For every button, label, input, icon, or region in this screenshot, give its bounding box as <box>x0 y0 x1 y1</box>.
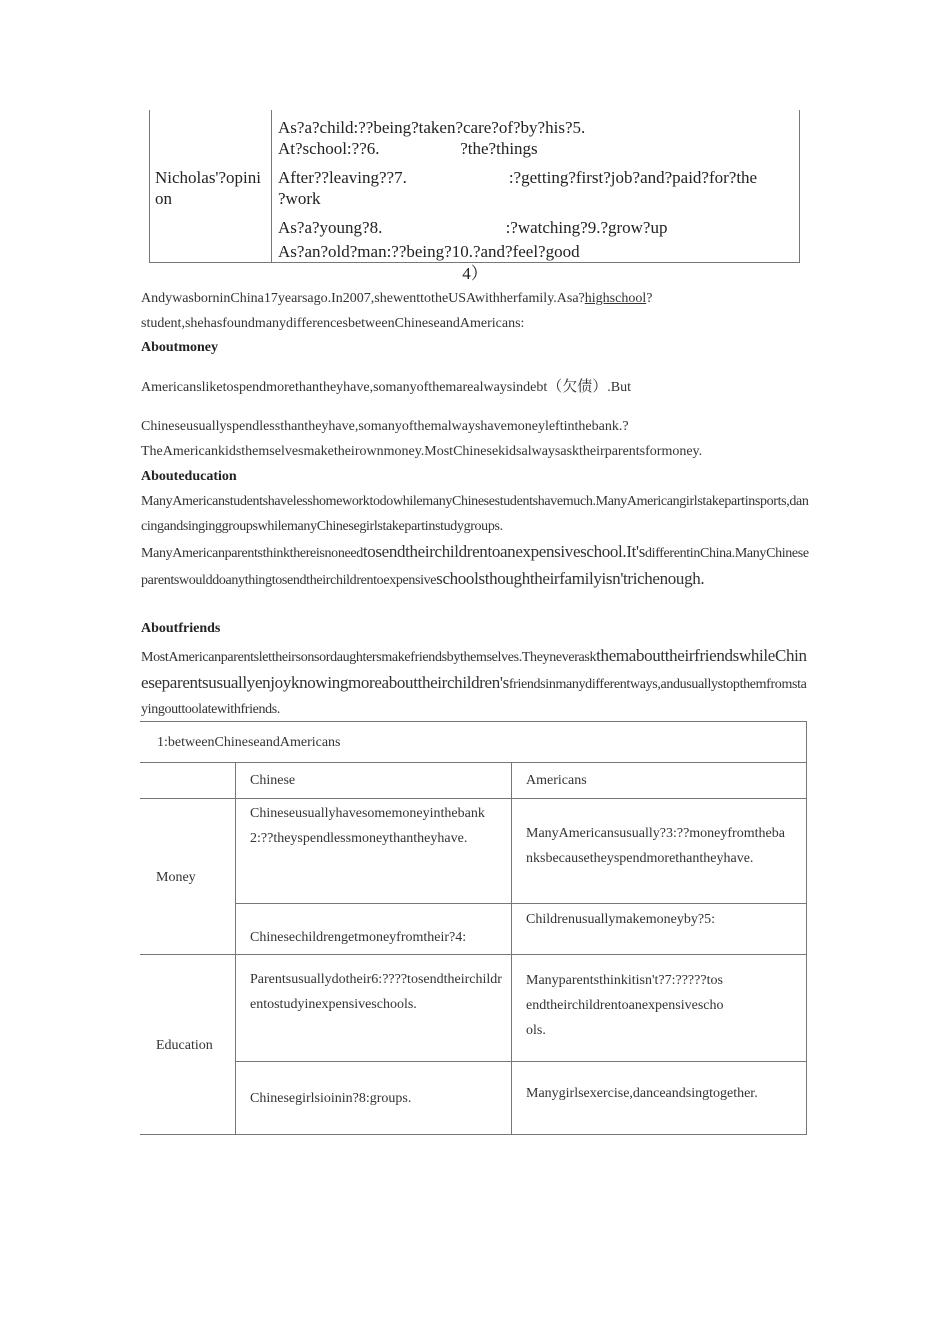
table-divider <box>271 110 272 262</box>
table-border <box>140 954 807 955</box>
table-border <box>806 721 807 1135</box>
table-border <box>511 762 512 1135</box>
friends-paragraph <box>141 643 813 722</box>
opinion-table <box>149 110 800 263</box>
money-text: Americansliketospendmorethantheyhave,somanyofthemarealwaysindebt <box>141 380 548 395</box>
edu-text: differentinChina.ManyChineseparentswoulddoanythingtosendtheirchildrentoexpensive <box>141 546 809 588</box>
table-cell-line: As?a?young?8. :?watching?9.?grow?up <box>278 218 668 237</box>
row-label-nicholas-opinion: Nicholas'?opinion <box>155 168 261 208</box>
intro-text: ? <box>646 291 653 306</box>
cell-education-americans-1: Manyparentsthinkitisn't?7:?????tosendtheirchildrentoanexpensiveschools. <box>526 973 724 1038</box>
money-text: TheAmericankidsthemselvesmaketheirownmoney.MostChinesekidsalwaysasktheirparentsformoney. <box>141 444 703 459</box>
column-header-americans: Americans <box>526 773 587 788</box>
cell-money-americans-2: Childrenusuallymakemoneyby?5: <box>526 912 715 927</box>
table-title: 1:betweenChineseandAmericans <box>157 735 341 750</box>
row-header-money: Money <box>156 870 196 885</box>
cell-money-chinese-1: Chineseusuallyhavesomemoneyinthebank2:??theyspendlessmoneythantheyhave. <box>250 806 485 846</box>
intro-text: student,shehasfoundmanydifferencesbetweenChineseandAmericans: <box>141 316 525 331</box>
money-paragraph-1 <box>141 374 813 400</box>
money-text: .But <box>607 380 632 395</box>
table-cell-line: At?school:??6. ?the?things <box>278 139 538 158</box>
edu-text: tosendtheirchildrentoanexpensiveschool.It's <box>362 542 645 561</box>
table-border <box>235 762 236 1135</box>
cell-money-chinese-2: Chinesechildrengetmoneyfromtheir?4: <box>250 930 467 945</box>
table-border <box>140 721 807 722</box>
table-cell-line: ?work <box>278 189 321 208</box>
cell-money-americans-1: ManyAmericansusually?3:??moneyfromthebanksbecausetheyspendmorethantheyhave. <box>526 826 785 866</box>
education-paragraph-1: ManyAmericanstudentshavelesshomeworktodowhilemanyChinesestudentshavemuch.ManyAmericangirlstakepartinsports,dancingandsinginggroupswhilemanyChinesegirlstakepartinstudygroups. <box>141 494 809 534</box>
money-text: Chineseusuallyspendlessthantheyhave,somanyofthemalwayshavemoneyleftinthebank.? <box>141 419 629 434</box>
education-paragraph-2 <box>141 539 813 593</box>
passage-intro <box>141 286 813 336</box>
table-cell-line: As?a?child:??being?taken?care?of?by?his?5. <box>278 118 586 137</box>
table-border <box>140 798 807 799</box>
row-header-education: Education <box>156 1038 213 1053</box>
money-cjk: （欠债） <box>547 377 608 395</box>
heading-education: Abouteducation <box>141 469 237 484</box>
column-header-chinese: Chinese <box>250 773 296 788</box>
table-border <box>140 1134 807 1135</box>
cell-education-chinese-2: Chinesegirlsioinin?8:groups. <box>250 1091 412 1106</box>
edu-text: ManyAmericanparentsthinkthereisnoneed <box>141 546 363 561</box>
table-cell-line: After??leaving??7. :?getting?first?job?and?paid?for?the <box>278 168 758 187</box>
table-border <box>235 1061 807 1062</box>
intro-text: AndywasborninChina17yearsago.In2007,shewenttotheUSAwithherfamily.Asa? <box>141 291 585 306</box>
table-border <box>235 903 807 904</box>
friends-text: themabouttheirfriendswhileChineseparentsusuallyenjoyknowingmoreabouttheirchildren's <box>141 646 807 692</box>
money-paragraph-2 <box>141 414 813 464</box>
friends-text: MostAmericanparentslettheirsonsordaughtersmakefriendsbythemselves.Theyneverask <box>141 650 597 665</box>
edu-text: schoolsthoughtheirfamilyisn'trichenough. <box>436 569 705 588</box>
table-cell-line: As?an?old?man:??being?10.?and?feel?good <box>278 242 580 261</box>
friends-text: friendsinmanydifferentways,andusuallystopthemfromstayingouttoolatewithfriends. <box>141 677 807 717</box>
cell-education-americans-2: Manygirlsexercise,danceandsingtogether. <box>526 1086 758 1101</box>
heading-friends: Aboutfriends <box>141 621 221 636</box>
highschool-link[interactable]: highschool <box>584 291 647 306</box>
table-border <box>140 762 807 763</box>
heading-money: Aboutmoney <box>141 340 219 355</box>
page-number: 4） <box>462 264 488 283</box>
cell-education-chinese-1: Parentsusuallydotheir6:????tosendtheirchildrentostudyinexpensiveschools. <box>250 972 502 1012</box>
